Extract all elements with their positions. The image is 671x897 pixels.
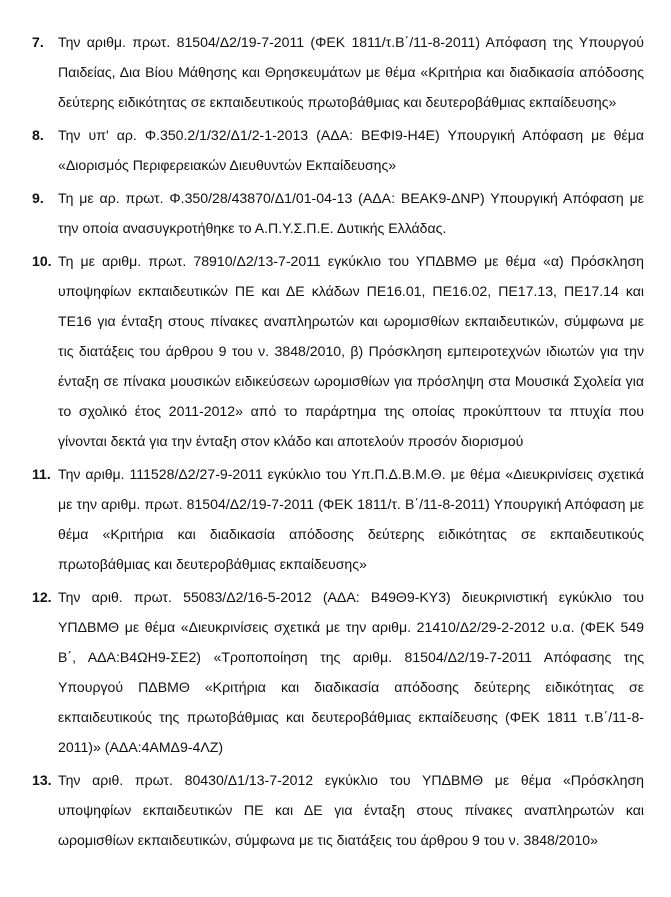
- item-text: Την αριθμ. 111528/Δ2/27-9-2011 εγκύκλιο του Υπ.Π.Δ.Β.Μ.Θ. με θέμα «Διευκρινίσεις σχετικά με την αριθμ. πρωτ. 81504/Δ2/19-7-2011 (ΦΕΚ 1811/τ. Β΄/11-8-2011) Υπουργική Απόφαση με θέμα «Κριτήρια και διαδικασία απόδοσης δεύτερης ειδικότητας σε εκπαιδευτικούς πρωτοβάθμιας και δευτεροβάθμιας εκπαίδευσης»: [58, 466, 644, 572]
- item-number: 8.: [32, 127, 44, 143]
- item-number: 9.: [32, 190, 44, 206]
- list-item-7: [32, 27, 644, 117]
- item-number: 13.: [32, 772, 52, 788]
- list-item-9: [32, 183, 644, 243]
- item-text: Τη με αριθμ. πρωτ. 78910/Δ2/13-7-2011 εγκύκλιο του ΥΠΔΒΜΘ με θέμα «α) Πρόσκληση υποψηφίων εκπαιδευτικών ΠΕ και ΔΕ κλάδων ΠΕ16.01, ΠΕ16.02, ΠΕ17.13, ΠΕ17.14 και ΤΕ16 για ένταξη στους πίνακες αναπληρωτών και ωρομισθίων εκπαιδευτικών, σύμφωνα με τις διατάξεις του άρθρου 9 του ν. 3848/2010, β) Πρόσκληση εμπειροτεχνών ιδιωτών για την ένταξη σε πίνακα μουσικών ειδικεύσεων ωρομισθίων για πρόσληψη στα Μουσικά Σχολεία για το σχολικό έτος 2011-2012» από το παράρτημα της οποίας προκύπτουν τα πτυχία που γίνονται δεκτά για την ένταξη στον κλάδο και αποτελούν προσόν διορισμού: [58, 253, 644, 449]
- item-text: Την υπ' αρ. Φ.350.2/1/32/Δ1/2-1-2013 (ΑΔΑ: ΒΕΦΙ9-Η4Ε) Υπουργική Απόφαση με θέμα «Διορισμός Περιφερειακών Διευθυντών Εκπαίδευσης»: [58, 127, 644, 173]
- list-item-13: [32, 765, 644, 855]
- list-item-8: [32, 120, 644, 180]
- item-number: 7.: [32, 34, 44, 50]
- item-number: 11.: [32, 466, 51, 482]
- list-item-12: [32, 582, 644, 762]
- list-item-11: [32, 459, 644, 579]
- item-number: 12.: [32, 589, 52, 605]
- item-text: Την αριθμ. πρωτ. 81504/Δ2/19-7-2011 (ΦΕΚ 1811/τ.Β΄/11-8-2011) Απόφαση της Υπουργού Παιδείας, Δια Βίου Μάθησης και Θρησκευμάτων με θέμα «Κριτήρια και διαδικασία απόδοσης δεύτερης ειδικότητας σε εκπαιδευτικούς πρωτοβάθμιας και δευτεροβάθμιας εκπαίδευσης»: [58, 34, 644, 110]
- list-item-10: [32, 246, 644, 456]
- item-number: 10.: [32, 253, 52, 269]
- item-text: Τη με αρ. πρωτ. Φ.350/28/43870/Δ1/01-04-13 (ΑΔΑ: ΒΕΑΚ9-ΔΝΡ) Υπουργική Απόφαση με την οποία ανασυγκροτήθηκε το Α.Π.Υ.Σ.Π.Ε. Δυτικής Ελλάδας.: [58, 190, 644, 236]
- item-text: Την αριθ. πρωτ. 80430/Δ1/13-7-2012 εγκύκλιο του ΥΠΔΒΜΘ με θέμα «Πρόσκληση υποψηφίων εκπαιδευτικών ΠΕ και ΔΕ για ένταξη στους πίνακες αναπληρωτών και ωρομισθίων εκπαιδευτικών, σύμφωνα με τις διατάξεις του άρθρου 9 του ν. 3848/2010»: [58, 772, 644, 848]
- item-text: Την αριθ. πρωτ. 55083/Δ2/16-5-2012 (ΑΔΑ: Β49Θ9-ΚΥ3) διευκρινιστική εγκύκλιο του ΥΠΔΒΜΘ με θέμα «Διευκρινίσεις σχετικά με την αριθμ. 21410/Δ2/29-2-2012 υ.α. (ΦΕΚ 549 Β΄, ΑΔΑ:Β4ΩΗ9-ΣΕ2) «Τροποποίηση της αριθμ. 81504/Δ2/19-7-2011 Απόφασης της Υπουργού ΠΔΒΜΘ «Κριτήρια και διαδικασία απόδοσης δεύτερης ειδικότητας σε εκπαιδευτικούς της πρωτοβάθμιας και δευτεροβάθμιας εκπαίδευσης (ΦΕΚ 1811 τ.Β΄/11-8-2011)» (ΑΔΑ:4ΑΜΔ9-4ΛΖ): [58, 589, 644, 755]
- decisions-list: [32, 27, 644, 858]
